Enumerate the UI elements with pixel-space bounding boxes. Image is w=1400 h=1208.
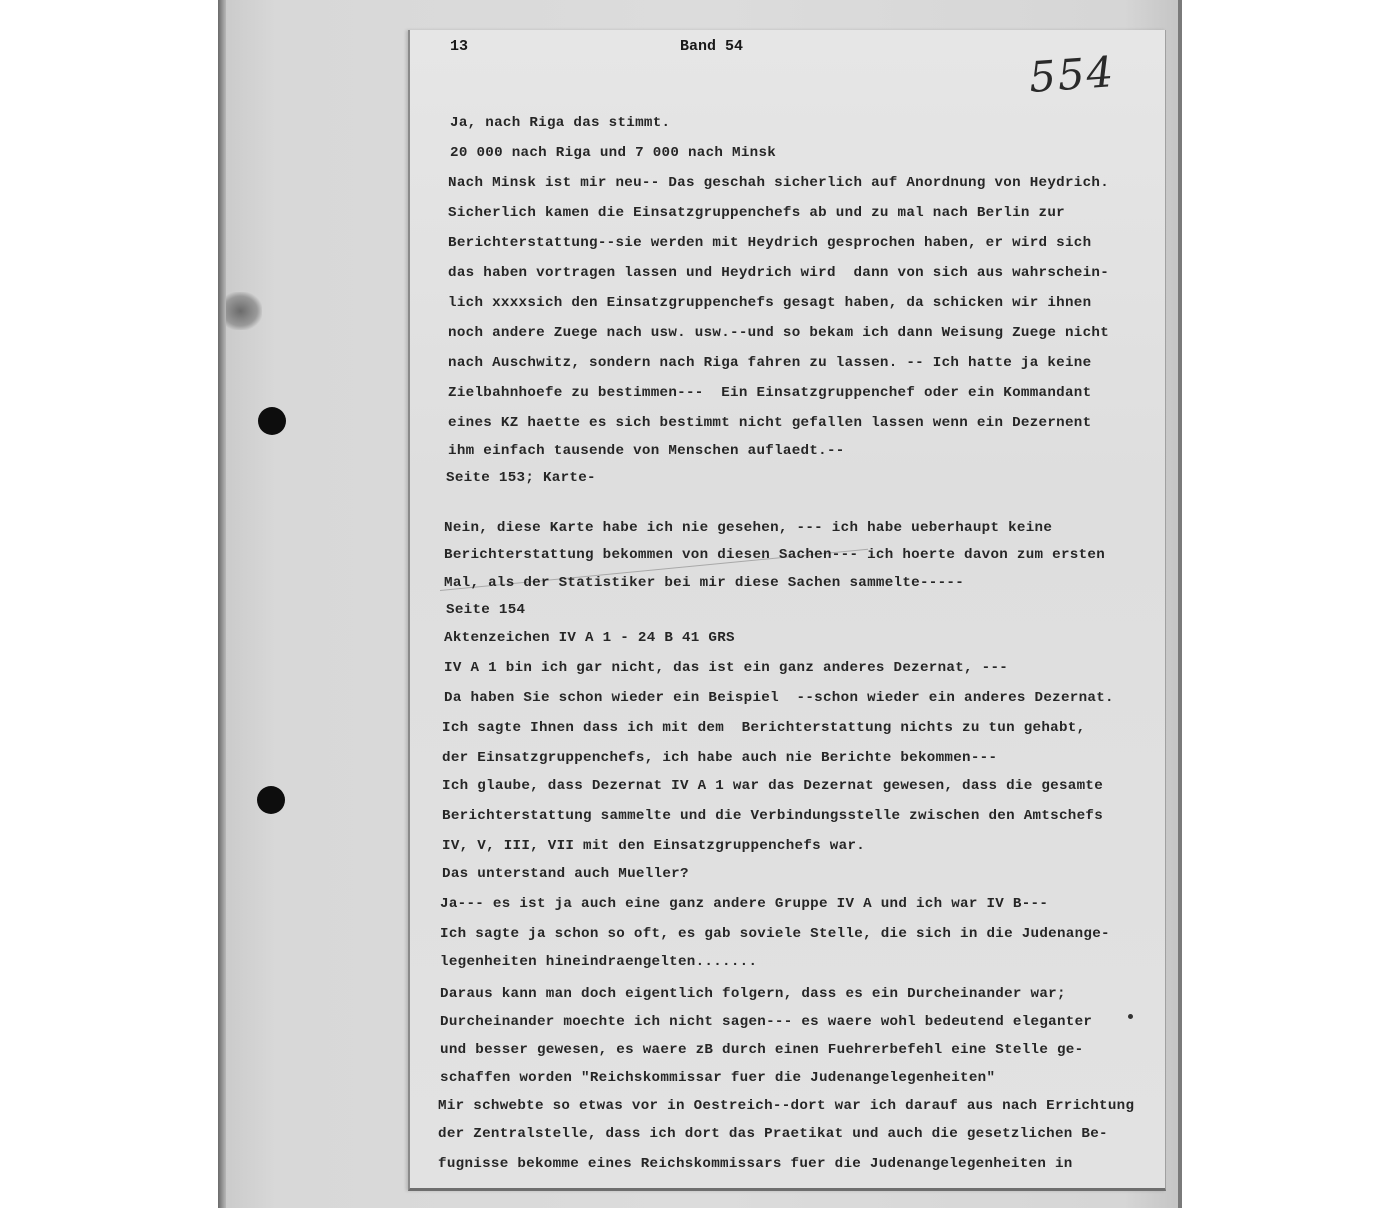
- text-line: Seite 153; Karte-: [446, 470, 596, 486]
- text-line: Seite 154: [446, 602, 526, 618]
- text-line: IV A 1 bin ich gar nicht, das ist ein ganz anderes Dezernat, ---: [444, 660, 1009, 676]
- text-line: Nach Minsk ist mir neu-- Das geschah sicherlich auf Anordnung von Heydrich.: [448, 175, 1110, 191]
- text-line: Das unterstand auch Mueller?: [442, 866, 689, 882]
- text-line: IV, V, III, VII mit den Einsatzgruppenchefs war.: [442, 838, 866, 854]
- text-line: fugnisse bekomme eines Reichskommissars fuer die Judenangelegenheiten in: [438, 1156, 1073, 1172]
- text-line: Ich glaube, dass Dezernat IV A 1 war das Dezernat gewesen, dass die gesamte: [442, 778, 1104, 794]
- document-page: [408, 30, 1166, 1191]
- text-line: Berichterstattung--sie werden mit Heydrich gesprochen haben, er wird sich: [448, 235, 1092, 251]
- text-line: Aktenzeichen IV A 1 - 24 B 41 GRS: [444, 630, 735, 646]
- text-line: legenheiten hineindraengelten.......: [440, 954, 758, 970]
- band-label: Band 54: [680, 38, 744, 55]
- text-line: das haben vortragen lassen und Heydrich wird dann von sich aus wahrschein-: [448, 265, 1110, 281]
- punch-hole-top: [258, 407, 286, 435]
- text-line: Ja--- es ist ja auch eine ganz andere Gruppe IV A und ich war IV B---: [440, 896, 1049, 912]
- text-line: lich xxxxsich den Einsatzgruppenchefs gesagt haben, da schicken wir ihnen: [448, 295, 1092, 311]
- text-line: Ja, nach Riga das stimmt.: [450, 115, 671, 131]
- text-line: und besser gewesen, es waere zB durch einen Fuehrerbefehl eine Stelle ge-: [440, 1042, 1084, 1058]
- text-line: nach Auschwitz, sondern nach Riga fahren zu lassen. -- Ich hatte ja keine: [448, 355, 1092, 371]
- ink-dot: [1128, 1014, 1133, 1019]
- tape-mark: [226, 292, 262, 330]
- text-line: Zielbahnhoefe zu bestimmen--- Ein Einsatzgruppenchef oder ein Kommandant: [448, 385, 1092, 401]
- text-line: Nein, diese Karte habe ich nie gesehen, --- ich habe ueberhaupt keine: [444, 520, 1053, 536]
- text-line: Berichterstattung sammelte und die Verbindungsstelle zwischen den Amtschefs: [442, 808, 1104, 824]
- text-line: Ich sagte Ihnen dass ich mit dem Berichterstattung nichts zu tun gehabt,: [442, 720, 1086, 736]
- text-line: noch andere Zuege nach usw. usw.--und so bekam ich dann Weisung Zuege nicht: [448, 325, 1110, 341]
- text-line: Berichterstattung bekommen von diesen Sachen--- ich hoerte davon zum ersten: [444, 547, 1106, 563]
- text-line: ihm einfach tausende von Menschen auflaedt.--: [448, 443, 845, 459]
- text-line: Mal, als der Statistiker bei mir diese Sachen sammelte-----: [444, 575, 965, 591]
- scan-right-edge: [1178, 0, 1182, 1208]
- text-line: der Einsatzgruppenchefs, ich habe auch nie Berichte bekommen---: [442, 750, 998, 766]
- scanned-page-background: [218, 0, 1182, 1208]
- scan-left-edge: [218, 0, 226, 1208]
- handwritten-folio-number: 554: [1027, 47, 1117, 102]
- text-line: Ich sagte ja schon so oft, es gab soviele Stelle, die sich in die Judenange-: [440, 926, 1110, 942]
- text-line: Daraus kann man doch eigentlich folgern, dass es ein Durcheinander war;: [440, 986, 1066, 1002]
- text-line: eines KZ haette es sich bestimmt nicht gefallen lassen wenn ein Dezernent: [448, 415, 1092, 431]
- text-line: Sicherlich kamen die Einsatzgruppenchefs ab und zu mal nach Berlin zur: [448, 205, 1065, 221]
- punch-hole-bottom: [257, 786, 285, 814]
- text-line: Durcheinander moechte ich nicht sagen--- es waere wohl bedeutend eleganter: [440, 1014, 1093, 1030]
- text-line: Da haben Sie schon wieder ein Beispiel --schon wieder ein anderes Dezernat.: [444, 690, 1114, 706]
- text-line: schaffen worden "Reichskommissar fuer die Judenangelegenheiten": [440, 1070, 996, 1086]
- text-line: 20 000 nach Riga und 7 000 nach Minsk: [450, 145, 777, 161]
- page-number: 13: [450, 38, 469, 55]
- text-line: der Zentralstelle, dass ich dort das Praetikat und auch die gesetzlichen Be-: [438, 1126, 1108, 1142]
- text-line: Mir schwebte so etwas vor in Oestreich--dort war ich darauf aus nach Errichtung: [438, 1098, 1135, 1114]
